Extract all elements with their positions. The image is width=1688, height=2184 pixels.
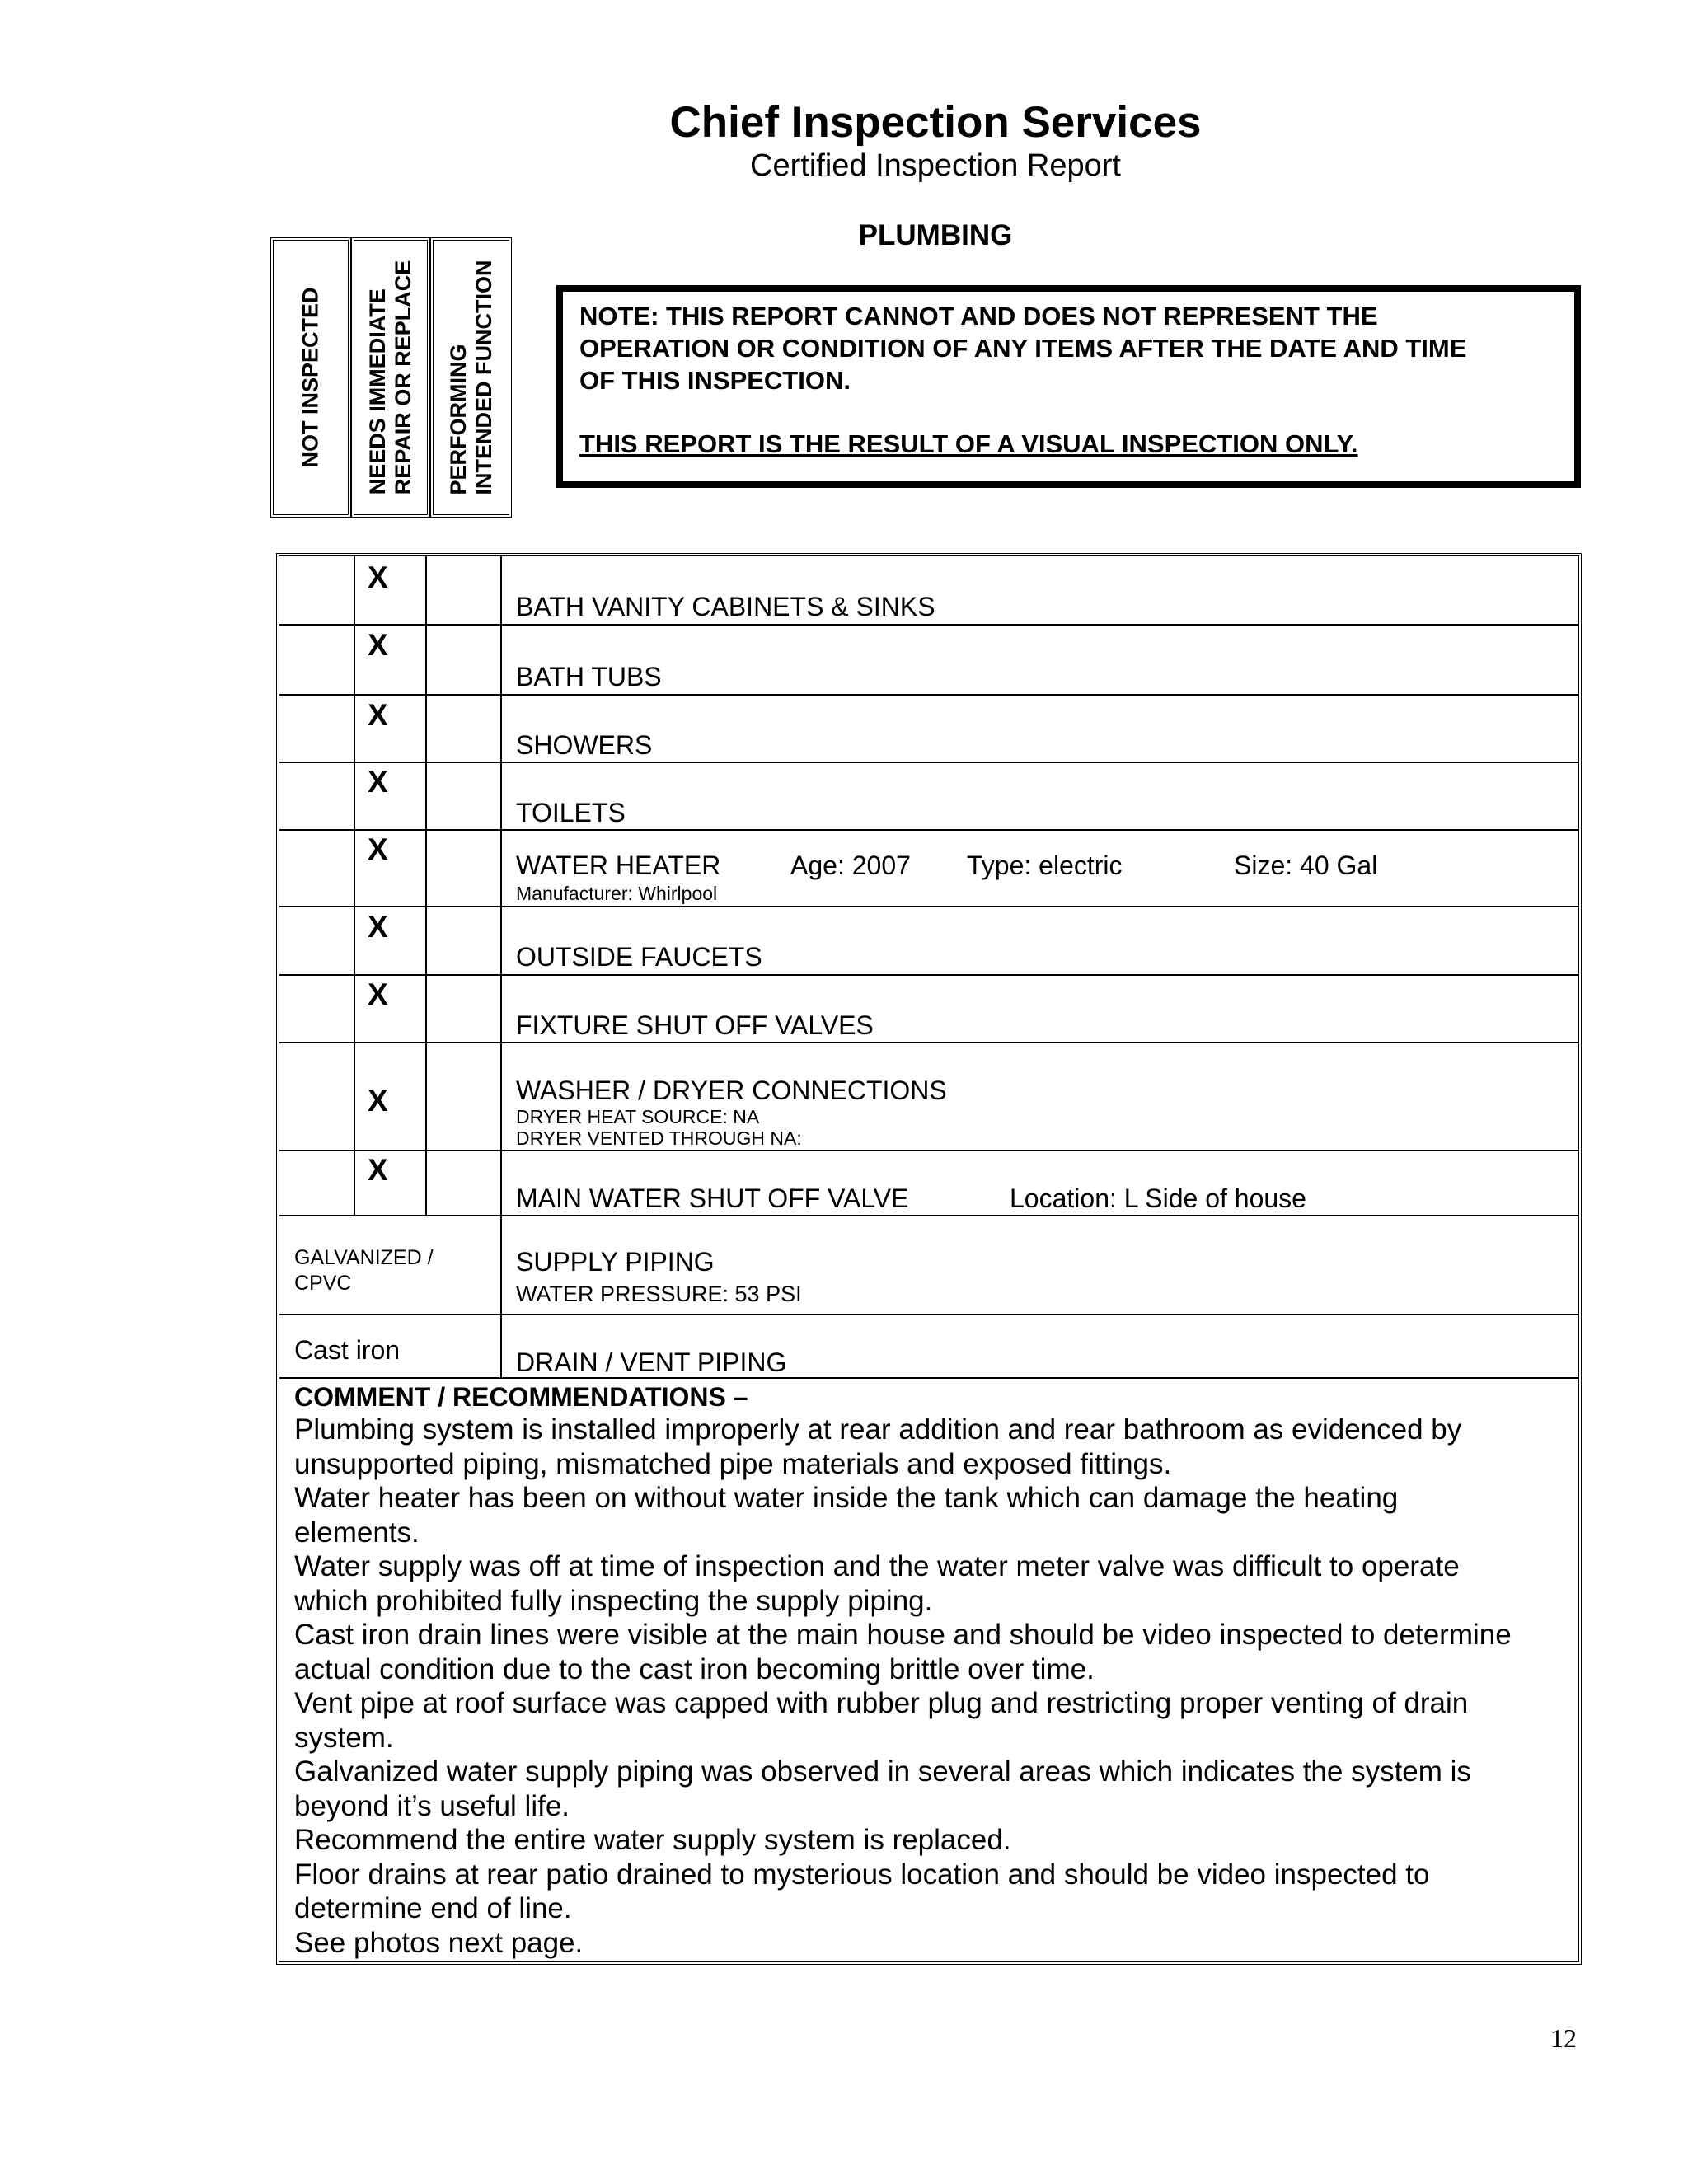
report-subtitle: Certified Inspection Report [750, 148, 1121, 183]
comment-line: which prohibited fully inspecting the supply piping. [294, 1584, 933, 1617]
comment-line: Vent pipe at roof surface was capped with rubber plug and restricting proper venting of drain [294, 1687, 1469, 1719]
performing-check: X [368, 628, 388, 662]
section-title: PLUMBING [858, 219, 1013, 251]
dryer-vented-through: DRYER VENTED THROUGH NA: [516, 1127, 802, 1149]
comment-line: determine end of line. [294, 1892, 572, 1924]
item-label: OUTSIDE FAUCETS [516, 942, 762, 972]
performing-check: X [368, 698, 388, 732]
supply-material: GALVANIZED / CPVC [294, 1246, 434, 1295]
performing-check: X [368, 560, 388, 594]
performing-check: X [368, 832, 388, 866]
performing-check: X [368, 977, 388, 1011]
legend-performing-function: PERFORMING INTENDED FUNCTION [430, 237, 512, 518]
comments-heading: COMMENT / RECOMMENDATIONS – [294, 1382, 748, 1412]
item-label: SUPPLY PIPING [516, 1247, 715, 1277]
item-label: FIXTURE SHUT OFF VALVES [516, 1010, 874, 1040]
performing-check: X [368, 1153, 388, 1187]
item-label: TOILETS [516, 798, 626, 827]
item-label: MAIN WATER SHUT OFF VALVE [516, 1183, 909, 1213]
row-divider [279, 1377, 1578, 1379]
row-divider [279, 1042, 1578, 1043]
dryer-heat-source: DRYER HEAT SOURCE: NA [516, 1106, 760, 1127]
item-label: DRAIN / VENT PIPING [516, 1347, 787, 1377]
row-divider [279, 762, 1578, 763]
comment-line: actual condition due to the cast iron becoming brittle over time. [294, 1652, 1095, 1685]
disclaimer-note: NOTE: THIS REPORT CANNOT AND DOES NOT REPRESENT THE OPERATION OR CONDITION OF ANY ITEMS AFTER THE DATE AND TIME OF THIS INSPECTION. THIS REPORT IS THE RESULT OF A VISUAL INSPECTION ONLY. [556, 285, 1581, 488]
water-heater-size: Size: 40 Gal [1234, 851, 1378, 880]
column-divider [354, 556, 355, 1216]
comment-line: Cast iron drain lines were visible at the main house and should be video inspected to determine [294, 1619, 1512, 1651]
legend-not-inspected: NOT INSPECTED [270, 237, 351, 518]
comments-section [294, 1381, 1572, 1960]
performing-check: X [368, 765, 388, 799]
drain-material: Cast iron [294, 1335, 401, 1365]
comment-line: system. [294, 1721, 394, 1754]
item-label: WATER HEATER [516, 851, 721, 880]
row-divider [279, 829, 1578, 831]
column-divider [425, 556, 427, 1216]
row-divider [279, 694, 1578, 696]
water-heater-type: Type: electric [967, 851, 1123, 880]
comment-line: elements. [294, 1516, 420, 1549]
shut-off-location: Location: L Side of house [1010, 1183, 1306, 1213]
water-pressure: WATER PRESSURE: 53 PSI [516, 1282, 802, 1306]
item-label: BATH TUBS [516, 662, 662, 691]
comment-line: Water heater has been on without water inside the tank which can damage the heating [294, 1482, 1399, 1514]
comment-line: See photos next page. [294, 1926, 584, 1959]
comment-line: Galvanized water supply piping was observed in several areas which indicates the system is [294, 1755, 1471, 1788]
item-label: SHOWERS [516, 730, 653, 760]
performing-check: X [368, 910, 388, 944]
row-divider [279, 974, 1578, 976]
column-divider [500, 556, 502, 1378]
row-divider [279, 906, 1578, 907]
water-heater-age: Age: 2007 [790, 851, 911, 880]
row-divider [279, 1150, 1578, 1151]
item-label: BATH VANITY CABINETS & SINKS [516, 592, 935, 621]
row-divider [279, 624, 1578, 626]
comment-line: Plumbing system is installed improperly at rear addition and rear bathroom as evidenced by [294, 1413, 1462, 1446]
water-heater-manufacturer: Manufacturer: Whirlpool [516, 883, 718, 904]
row-divider [279, 1215, 1578, 1216]
comment-line: Water supply was off at time of inspection and the water meter valve was difficult to operate [294, 1550, 1460, 1582]
item-label: WASHER / DRYER CONNECTIONS [516, 1076, 947, 1105]
comment-line: Recommend the entire water supply system is replaced. [294, 1824, 1011, 1856]
legend-needs-repair: NEEDS IMMEDIATE REPAIR OR REPLACE [351, 237, 430, 518]
performing-check: X [368, 1084, 388, 1118]
page-number: 12 [1550, 2023, 1577, 2053]
comment-line: unsupported piping, mismatched pipe materials and exposed fittings. [294, 1447, 1172, 1480]
comment-line: Floor drains at rear patio drained to mysterious location and should be video inspected to [294, 1858, 1430, 1891]
comment-line: beyond it’s useful life. [294, 1789, 570, 1822]
company-title: Chief Inspection Services [669, 98, 1202, 147]
row-divider [279, 1314, 1578, 1315]
